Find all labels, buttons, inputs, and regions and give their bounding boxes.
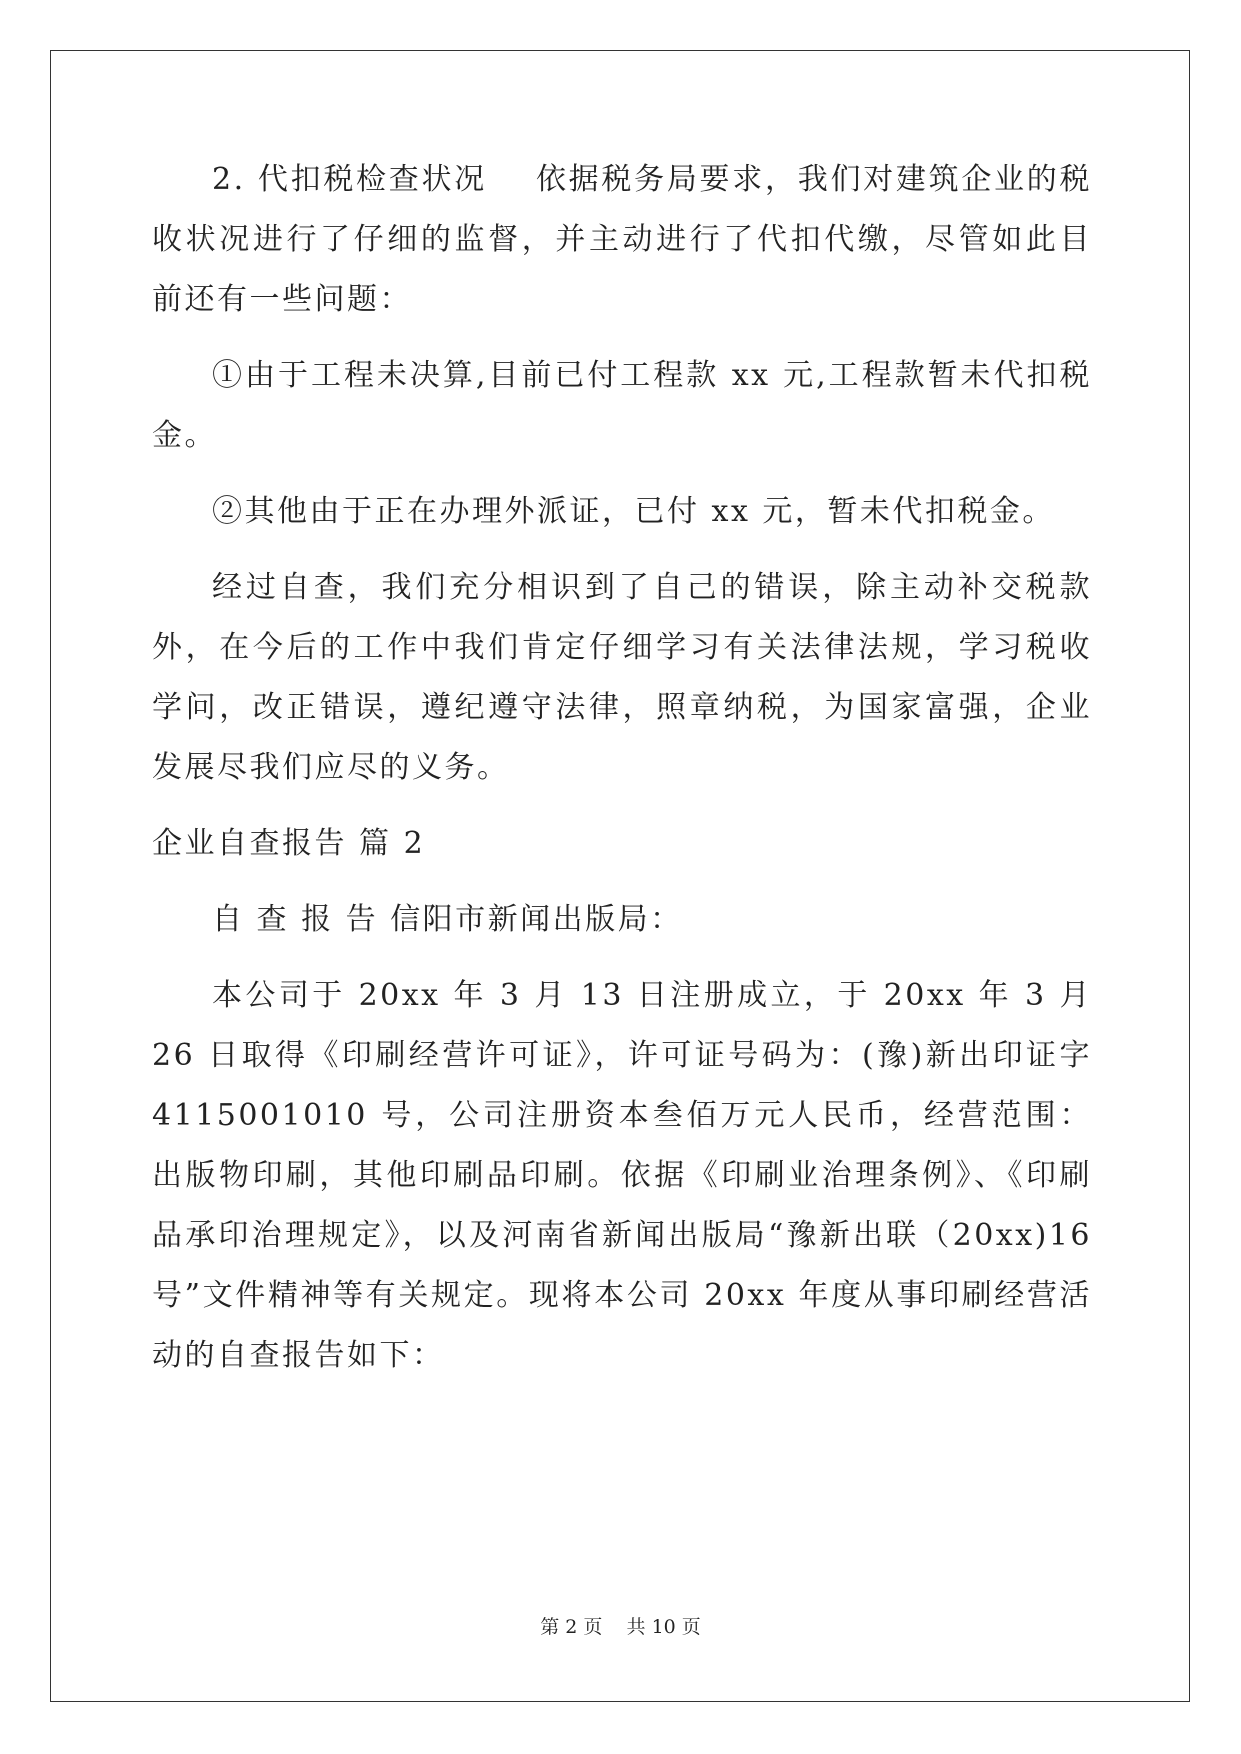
list-item-1: ①由于工程未决算,目前已付工程款 xx 元,工程款暂未代扣税金。 [152, 358, 1092, 453]
conclusion-paragraph: 经过自查，我们充分相识到了自己的错误，除主动补交税款外，在今后的工作中我们肯定仔细学习有关法律法规，学习税收学问，改正错误，遵纪遵守法律，照章纳税，为国家富强，企业发展尽我们应尽的义务。 [152, 570, 1092, 785]
salutation-line: 自 查 报 告 信阳市新闻出版局： [212, 902, 683, 937]
tax-withholding-paragraph: 2. 代扣税检查状况 依据税务局要求，我们对建筑企业的税收状况进行了仔细的监督，并主动进行了代扣代缴，尽管如此目前还有一些问题： [152, 162, 1092, 317]
document-body [152, 150, 1105, 1386]
section-heading: 企业自查报告 篇 2 [152, 826, 426, 861]
report-body-paragraph: 本公司于 20xx 年 3 月 13 日注册成立，于 20xx 年 3 月 26 日取得《印刷经营许可证》，许可证号码为：(豫)新出印证字 4115001010 号，公司注册资本叁佰万元人民币，经营范围：出版物印刷，其他印刷品印刷。依据《印刷业治理条例》、《印刷品承印治理规定》，以及河南省新闻出版局“豫新出联（20xx)16 号”文件精神等有关规定。现将本公司 20xx 年度从事印刷经营活动的自查报告如下： [152, 978, 1105, 1373]
list-item-2: ②其他由于正在办理外派证，已付 xx 元，暂未代扣税金。 [212, 494, 1055, 529]
page-number-footer: 第 2 页 共 10 页 [540, 1616, 701, 1638]
